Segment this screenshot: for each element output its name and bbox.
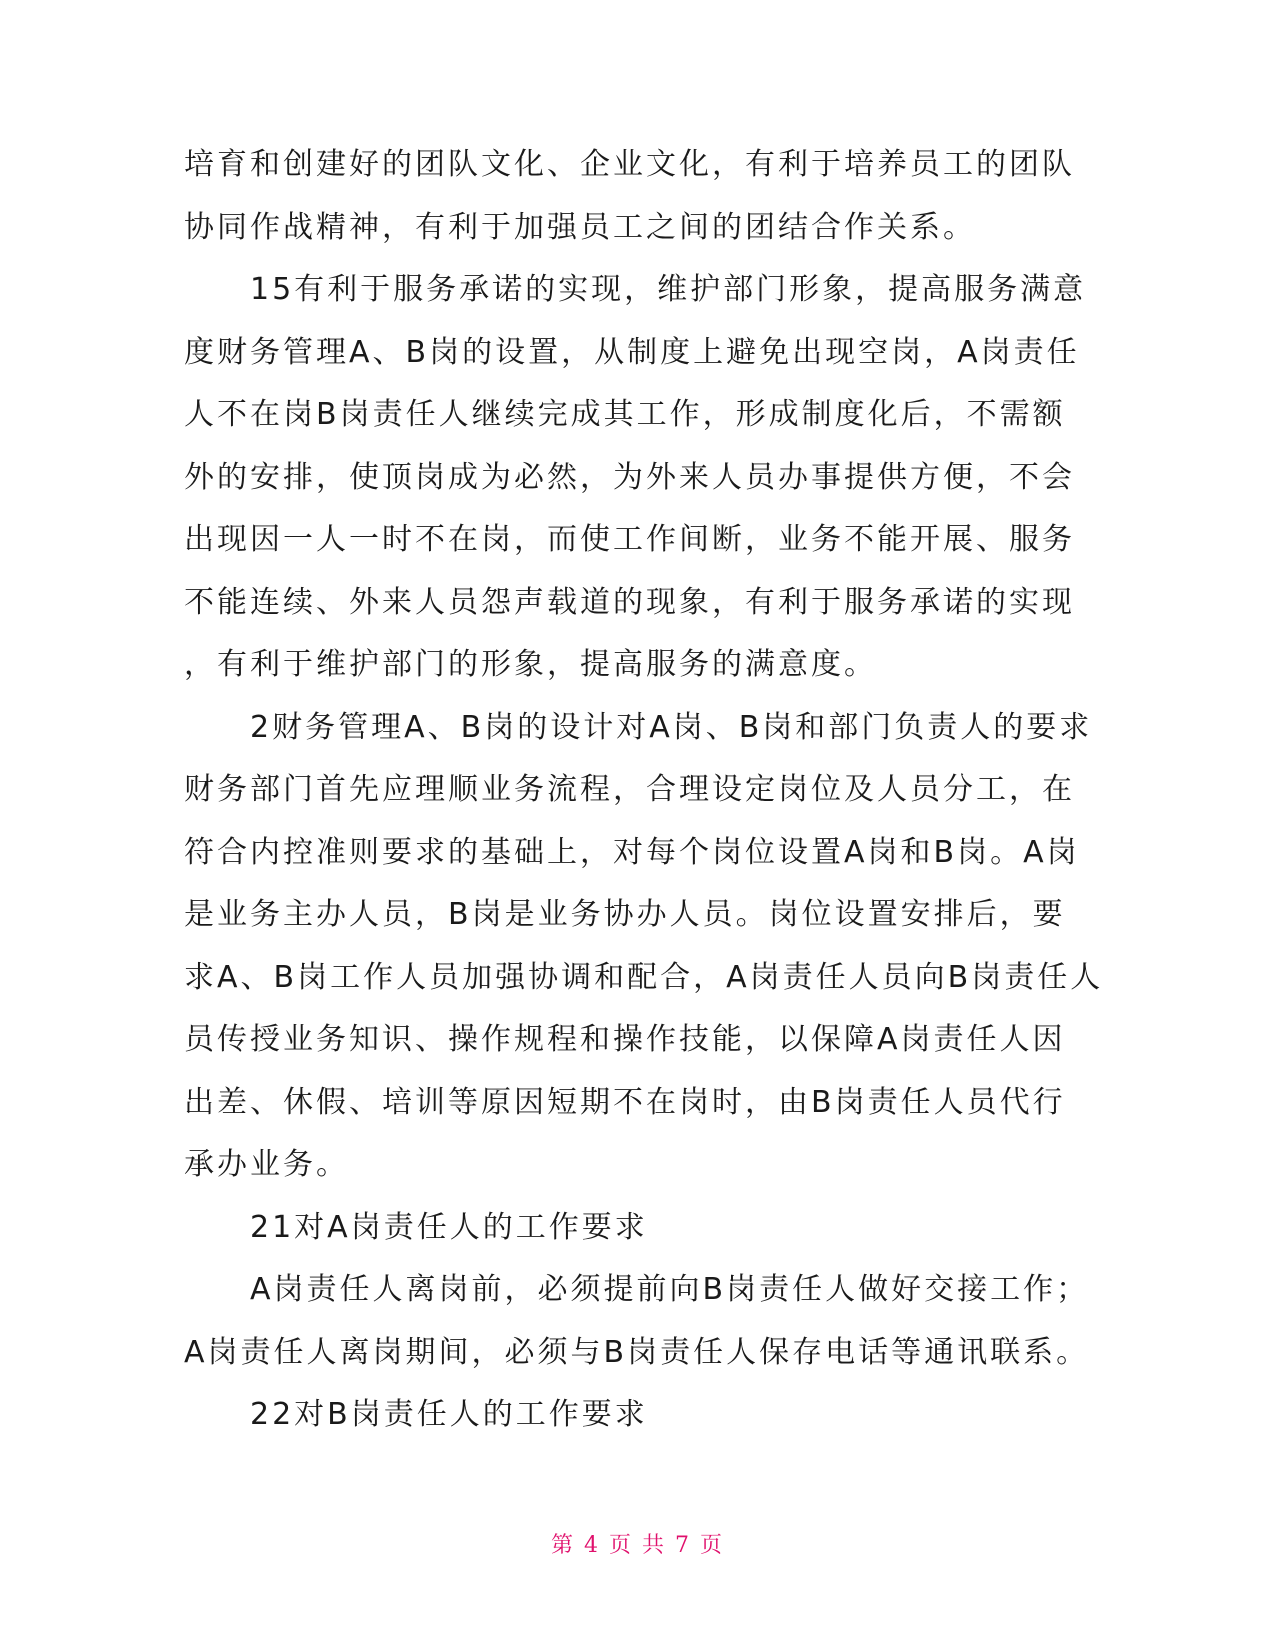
text-line: 2财务管理A、B岗的设计对A岗、B岗和部门负责人的要求	[184, 709, 1093, 745]
page-number-footer: 第 4 页 共 7 页	[551, 1533, 724, 1558]
text-line: 22对B岗责任人的工作要求	[184, 1397, 648, 1432]
text-line: ，有利于维护部门的形象，提高服务的满意度。	[184, 647, 877, 682]
document-body	[184, 134, 1104, 1447]
text-line: 15有利于服务承诺的实现，维护部门形象，提高服务满意	[184, 272, 1087, 307]
text-line: 21对A岗责任人的工作要求	[184, 1209, 648, 1245]
text-line: 员传授业务知识、操作规程和操作技能，以保障A岗责任人因	[184, 1022, 1066, 1057]
text-line: 符合内控准则要求的基础上，对每个岗位设置A岗和B岗。A岗	[184, 834, 1080, 870]
text-line: 承办业务。	[184, 1147, 349, 1182]
text-line: 出现因一人一时不在岗，而使工作间断，业务不能开展、服务	[184, 522, 1075, 557]
text-line: 财务部门首先应理顺业务流程，合理设定岗位及人员分工，在	[184, 772, 1075, 807]
text-line: A岗责任人离岗期间，必须与B岗责任人保存电话等通讯联系。	[184, 1334, 1090, 1370]
text-line: 度财务管理A、B岗的设置，从制度上避免出现空岗，A岗责任	[184, 334, 1080, 370]
text-line: 是业务主办人员，B岗是业务协办人员。岗位设置安排后，要	[184, 897, 1066, 932]
text-line: 外的安排，使顶岗成为必然，为外来人员办事提供方便，不会	[184, 459, 1075, 495]
text-line: 不能连续、外来人员怨声载道的现象，有利于服务承诺的实现	[184, 584, 1075, 620]
text-line: A岗责任人离岗前，必须提前向B岗责任人做好交接工作；	[184, 1272, 1090, 1307]
text-line: 求A、B岗工作人员加强协调和配合，A岗责任人员向B岗责任人	[184, 959, 1104, 995]
text-line: 协同作战精神，有利于加强员工之间的团结合作关系。	[184, 209, 976, 245]
text-line: 出差、休假、培训等原因短期不在岗时，由B岗责任人员代行	[184, 1084, 1066, 1120]
text-line: 人不在岗B岗责任人继续完成其工作，形成制度化后，不需额	[184, 397, 1066, 432]
text-line: 培育和创建好的团队文化、企业文化，有利于培养员工的团队	[184, 147, 1075, 182]
